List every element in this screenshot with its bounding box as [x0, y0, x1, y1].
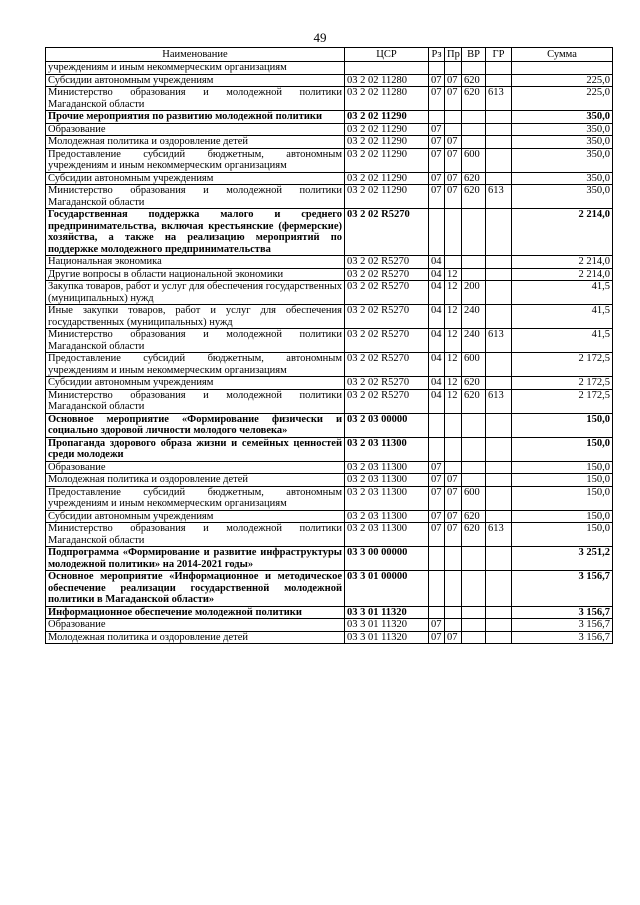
cell-gr	[486, 123, 512, 136]
cell-pr	[445, 461, 462, 474]
cell-vr	[462, 62, 486, 75]
cell-csr: 03 2 02 R5270	[345, 281, 429, 305]
cell-csr: 03 2 03 11300	[345, 510, 429, 523]
cell-name: Министерство образования и молодежной политики Магаданской области	[46, 389, 345, 413]
cell-pr: 07	[445, 148, 462, 172]
cell-csr: 03 2 02 R5270	[345, 353, 429, 377]
cell-vr	[462, 631, 486, 644]
cell-gr	[486, 353, 512, 377]
cell-vr: 240	[462, 329, 486, 353]
cell-vr	[462, 268, 486, 281]
cell-rz: 07	[429, 474, 445, 487]
cell-gr	[486, 268, 512, 281]
cell-pr	[445, 209, 462, 256]
cell-name: учреждениям и иным некоммерческим организациям	[46, 62, 345, 75]
cell-pr	[445, 437, 462, 461]
table-row	[46, 547, 613, 571]
cell-sum: 2 172,5	[512, 353, 613, 377]
cell-rz: 07	[429, 486, 445, 510]
cell-rz	[429, 606, 445, 619]
table-row	[46, 606, 613, 619]
cell-name: Молодежная политика и оздоровление детей	[46, 474, 345, 487]
table-row	[46, 437, 613, 461]
cell-rz: 07	[429, 74, 445, 87]
cell-vr	[462, 256, 486, 269]
cell-pr: 12	[445, 281, 462, 305]
cell-rz: 04	[429, 329, 445, 353]
cell-pr: 07	[445, 523, 462, 547]
table-row	[46, 172, 613, 185]
cell-pr	[445, 547, 462, 571]
cell-gr	[486, 619, 512, 632]
cell-gr	[486, 209, 512, 256]
cell-csr	[345, 62, 429, 75]
header-gr: ГР	[486, 48, 512, 62]
cell-vr	[462, 606, 486, 619]
cell-pr: 07	[445, 510, 462, 523]
cell-vr: 620	[462, 510, 486, 523]
cell-sum: 2 214,0	[512, 256, 613, 269]
cell-csr: 03 2 02 R5270	[345, 329, 429, 353]
cell-pr: 07	[445, 474, 462, 487]
cell-pr: 12	[445, 329, 462, 353]
cell-rz	[429, 547, 445, 571]
cell-gr	[486, 547, 512, 571]
cell-csr: 03 2 02 R5270	[345, 377, 429, 390]
cell-sum: 350,0	[512, 136, 613, 149]
cell-pr	[445, 413, 462, 437]
cell-vr	[462, 123, 486, 136]
cell-csr: 03 3 01 11320	[345, 619, 429, 632]
cell-rz: 04	[429, 377, 445, 390]
table-row	[46, 185, 613, 209]
cell-gr	[486, 305, 512, 329]
cell-sum: 150,0	[512, 486, 613, 510]
cell-pr: 07	[445, 631, 462, 644]
cell-name: Национальная экономика	[46, 256, 345, 269]
cell-csr: 03 2 02 11280	[345, 87, 429, 111]
cell-sum	[512, 62, 613, 75]
cell-pr: 07	[445, 87, 462, 111]
cell-pr	[445, 256, 462, 269]
cell-rz: 07	[429, 185, 445, 209]
cell-name: Образование	[46, 123, 345, 136]
cell-sum: 350,0	[512, 148, 613, 172]
cell-name: Предоставление субсидий бюджетным, автономным учреждениям и иным некоммерческим организациям	[46, 148, 345, 172]
cell-name: Иные закупки товаров, работ и услуг для обеспечения государственных (муниципальных) нужд	[46, 305, 345, 329]
cell-name: Другие вопросы в области национальной экономики	[46, 268, 345, 281]
cell-rz: 04	[429, 389, 445, 413]
cell-vr	[462, 474, 486, 487]
cell-vr: 240	[462, 305, 486, 329]
cell-csr: 03 2 02 R5270	[345, 256, 429, 269]
cell-sum: 150,0	[512, 413, 613, 437]
page-number: 49	[313, 30, 327, 45]
cell-csr: 03 3 01 11320	[345, 606, 429, 619]
cell-pr: 12	[445, 389, 462, 413]
cell-csr: 03 2 03 11300	[345, 474, 429, 487]
cell-vr: 620	[462, 87, 486, 111]
cell-rz: 07	[429, 461, 445, 474]
cell-name: Предоставление субсидий бюджетным, автономным учреждениям и иным некоммерческим организациям	[46, 486, 345, 510]
table-row	[46, 377, 613, 390]
cell-rz: 07	[429, 148, 445, 172]
cell-rz	[429, 62, 445, 75]
cell-gr	[486, 136, 512, 149]
header-pr: Пр	[445, 48, 462, 62]
table-row	[46, 268, 613, 281]
cell-rz: 07	[429, 510, 445, 523]
cell-csr: 03 2 02 R5270	[345, 389, 429, 413]
cell-sum: 3 156,7	[512, 571, 613, 607]
cell-csr: 03 2 02 11290	[345, 123, 429, 136]
table-row	[46, 148, 613, 172]
cell-gr: 613	[486, 185, 512, 209]
cell-gr	[486, 486, 512, 510]
table-header-row	[46, 48, 613, 62]
cell-csr: 03 2 03 11300	[345, 437, 429, 461]
cell-name: Информационное обеспечение молодежной политики	[46, 606, 345, 619]
cell-csr: 03 3 01 00000	[345, 571, 429, 607]
cell-pr	[445, 123, 462, 136]
cell-sum: 225,0	[512, 74, 613, 87]
cell-rz: 04	[429, 353, 445, 377]
cell-rz	[429, 437, 445, 461]
cell-rz: 04	[429, 268, 445, 281]
table-row	[46, 619, 613, 632]
cell-sum: 150,0	[512, 461, 613, 474]
cell-csr: 03 2 03 11300	[345, 523, 429, 547]
cell-sum: 3 251,2	[512, 547, 613, 571]
table-row	[46, 510, 613, 523]
cell-gr	[486, 111, 512, 124]
cell-vr: 600	[462, 486, 486, 510]
cell-rz: 04	[429, 281, 445, 305]
cell-sum: 41,5	[512, 305, 613, 329]
cell-sum: 150,0	[512, 437, 613, 461]
cell-sum: 41,5	[512, 281, 613, 305]
cell-sum: 41,5	[512, 329, 613, 353]
cell-vr	[462, 209, 486, 256]
cell-vr: 620	[462, 377, 486, 390]
cell-sum: 2 214,0	[512, 209, 613, 256]
cell-rz: 07	[429, 136, 445, 149]
cell-gr: 613	[486, 87, 512, 111]
table-row	[46, 413, 613, 437]
cell-gr	[486, 281, 512, 305]
cell-name: Министерство образования и молодежной политики Магаданской области	[46, 87, 345, 111]
table-row	[46, 389, 613, 413]
cell-gr	[486, 377, 512, 390]
table-row	[46, 136, 613, 149]
cell-sum: 150,0	[512, 510, 613, 523]
cell-sum: 350,0	[512, 111, 613, 124]
cell-gr	[486, 74, 512, 87]
cell-gr	[486, 148, 512, 172]
cell-csr: 03 2 02 R5270	[345, 268, 429, 281]
cell-name: Прочие мероприятия по развитию молодежной политики	[46, 111, 345, 124]
cell-vr: 600	[462, 148, 486, 172]
cell-gr	[486, 571, 512, 607]
cell-vr: 620	[462, 172, 486, 185]
cell-rz	[429, 209, 445, 256]
cell-pr: 07	[445, 136, 462, 149]
table-row	[46, 523, 613, 547]
cell-name: Основное мероприятие «Информационное и методическое обеспечение реализации государственной молодежной политики в Магаданской области»	[46, 571, 345, 607]
table-row	[46, 209, 613, 256]
cell-gr	[486, 510, 512, 523]
header-name: Наименование	[46, 48, 345, 62]
cell-vr: 620	[462, 389, 486, 413]
cell-gr	[486, 606, 512, 619]
cell-csr: 03 3 00 00000	[345, 547, 429, 571]
table-row	[46, 329, 613, 353]
cell-pr: 12	[445, 353, 462, 377]
budget-table	[45, 47, 613, 644]
cell-name: Закупка товаров, работ и услуг для обеспечения государственных (муниципальных) нужд	[46, 281, 345, 305]
table-row	[46, 461, 613, 474]
table-row	[46, 87, 613, 111]
cell-pr: 12	[445, 268, 462, 281]
cell-vr	[462, 437, 486, 461]
cell-name: Государственная поддержка малого и среднего предпринимательства, включая крестьянские (фермерские) хозяйства, а также на реализацию мероприятий по поддержке молодежного предпринимательства	[46, 209, 345, 256]
table-row	[46, 62, 613, 75]
cell-name: Предоставление субсидий бюджетным, автономным учреждениям и иным некоммерческим организациям	[46, 353, 345, 377]
cell-rz	[429, 111, 445, 124]
cell-pr	[445, 111, 462, 124]
cell-pr	[445, 619, 462, 632]
table-row	[46, 305, 613, 329]
header-sum: Сумма	[512, 48, 613, 62]
cell-name: Образование	[46, 619, 345, 632]
cell-name: Молодежная политика и оздоровление детей	[46, 631, 345, 644]
cell-sum: 350,0	[512, 185, 613, 209]
cell-sum: 3 156,7	[512, 631, 613, 644]
table-row	[46, 281, 613, 305]
cell-rz: 07	[429, 87, 445, 111]
cell-vr	[462, 413, 486, 437]
table-row	[46, 111, 613, 124]
cell-vr	[462, 136, 486, 149]
cell-gr	[486, 474, 512, 487]
cell-vr	[462, 547, 486, 571]
cell-csr: 03 2 02 11290	[345, 172, 429, 185]
cell-vr: 620	[462, 523, 486, 547]
cell-sum: 3 156,7	[512, 619, 613, 632]
cell-csr: 03 3 01 11320	[345, 631, 429, 644]
cell-vr	[462, 619, 486, 632]
cell-csr: 03 2 03 00000	[345, 413, 429, 437]
header-csr: ЦСР	[345, 48, 429, 62]
cell-rz: 07	[429, 619, 445, 632]
cell-pr: 07	[445, 185, 462, 209]
cell-gr	[486, 437, 512, 461]
cell-name: Субсидии автономным учреждениям	[46, 74, 345, 87]
cell-rz: 04	[429, 305, 445, 329]
header-vr: ВР	[462, 48, 486, 62]
table-row	[46, 123, 613, 136]
cell-vr	[462, 571, 486, 607]
cell-pr: 07	[445, 486, 462, 510]
cell-pr: 12	[445, 377, 462, 390]
cell-csr: 03 2 02 R5270	[345, 209, 429, 256]
cell-gr	[486, 631, 512, 644]
cell-name: Министерство образования и молодежной политики Магаданской области	[46, 185, 345, 209]
cell-gr	[486, 62, 512, 75]
cell-name: Основное мероприятие «Формирование физически и социально здоровой личности молодого человека»	[46, 413, 345, 437]
cell-vr: 620	[462, 185, 486, 209]
cell-rz	[429, 571, 445, 607]
cell-pr	[445, 606, 462, 619]
cell-csr: 03 2 02 11290	[345, 185, 429, 209]
cell-sum: 2 172,5	[512, 389, 613, 413]
cell-csr: 03 2 03 11300	[345, 461, 429, 474]
cell-csr: 03 2 02 11290	[345, 148, 429, 172]
table-row	[46, 256, 613, 269]
cell-sum: 150,0	[512, 474, 613, 487]
cell-gr: 613	[486, 389, 512, 413]
cell-name: Субсидии автономным учреждениям	[46, 510, 345, 523]
cell-gr	[486, 172, 512, 185]
cell-gr	[486, 461, 512, 474]
cell-csr: 03 2 02 R5270	[345, 305, 429, 329]
cell-vr: 200	[462, 281, 486, 305]
cell-pr: 07	[445, 172, 462, 185]
cell-rz: 04	[429, 256, 445, 269]
cell-gr: 613	[486, 329, 512, 353]
cell-sum: 3 156,7	[512, 606, 613, 619]
cell-sum: 2 214,0	[512, 268, 613, 281]
cell-vr	[462, 111, 486, 124]
cell-rz: 07	[429, 631, 445, 644]
table-row	[46, 571, 613, 607]
cell-pr	[445, 62, 462, 75]
cell-rz: 07	[429, 523, 445, 547]
cell-sum: 2 172,5	[512, 377, 613, 390]
table-body	[46, 62, 613, 644]
cell-name: Подпрограмма «Формирование и развитие инфраструктуры молодежной политики» на 2014-2021 годы»	[46, 547, 345, 571]
cell-pr: 12	[445, 305, 462, 329]
cell-vr: 620	[462, 74, 486, 87]
cell-name: Субсидии автономным учреждениям	[46, 172, 345, 185]
cell-name: Молодежная политика и оздоровление детей	[46, 136, 345, 149]
cell-csr: 03 2 03 11300	[345, 486, 429, 510]
cell-gr	[486, 256, 512, 269]
cell-name: Образование	[46, 461, 345, 474]
table-row	[46, 353, 613, 377]
cell-csr: 03 2 02 11290	[345, 136, 429, 149]
cell-csr: 03 2 02 11280	[345, 74, 429, 87]
cell-pr: 07	[445, 74, 462, 87]
cell-name: Министерство образования и молодежной политики Магаданской области	[46, 523, 345, 547]
table-row	[46, 74, 613, 87]
cell-name: Субсидии автономным учреждениям	[46, 377, 345, 390]
table-row	[46, 474, 613, 487]
table-row	[46, 486, 613, 510]
cell-name: Пропаганда здорового образа жизни и семейных ценностей среди молодежи	[46, 437, 345, 461]
cell-name: Министерство образования и молодежной политики Магаданской области	[46, 329, 345, 353]
cell-sum: 225,0	[512, 87, 613, 111]
cell-vr: 600	[462, 353, 486, 377]
cell-sum: 350,0	[512, 172, 613, 185]
cell-vr	[462, 461, 486, 474]
cell-gr	[486, 413, 512, 437]
cell-rz: 07	[429, 123, 445, 136]
cell-sum: 150,0	[512, 523, 613, 547]
table-row	[46, 631, 613, 644]
cell-sum: 350,0	[512, 123, 613, 136]
cell-rz: 07	[429, 172, 445, 185]
cell-pr	[445, 571, 462, 607]
cell-csr: 03 2 02 11290	[345, 111, 429, 124]
header-rz: Рз	[429, 48, 445, 62]
cell-rz	[429, 413, 445, 437]
cell-gr: 613	[486, 523, 512, 547]
